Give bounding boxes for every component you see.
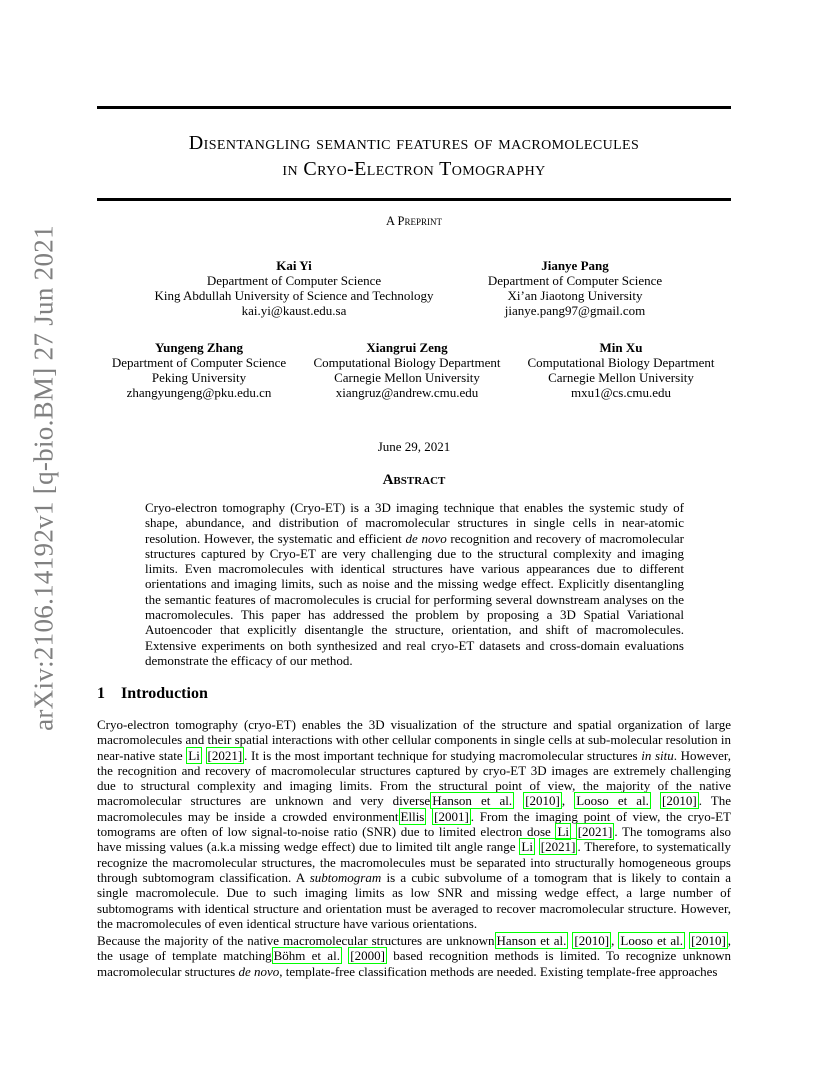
author-name: Xiangrui Zeng [366,340,448,355]
citation-link[interactable]: [2021] [540,839,576,855]
text-run: . The macromolecules may be inside a crowded environment [97,793,732,824]
author-org: Carnegie Mellon University [334,370,480,385]
paragraph [97,933,731,979]
text-run: , [561,793,575,809]
author-email[interactable]: kai.yi@kaust.edu.sa [241,303,347,318]
author-email[interactable]: zhangyungeng@pku.edu.cn [126,385,272,400]
text-run: Cryo-electron tomography (Cryo-ET) is a 3D imaging technique that enables the systemic study of shape, abundance, and distribution of macromolecular structures in single cells in near-atomic resolution. However, the systematic and efficient [145,500,684,546]
citation-link[interactable]: [2010] [525,793,560,809]
author-dept: Department of Computer Science [206,273,382,288]
abstract-heading: Abstract [382,472,446,488]
author-dept: Department of Computer Science [487,273,663,288]
author-email[interactable]: xiangruz@andrew.cmu.edu [335,385,479,400]
author-name: Jianye Pang [541,258,609,273]
text-run: . It is the most important technique for studying macromolecular structures [244,747,642,763]
citation-link[interactable]: Böhm et al. [273,948,340,964]
author-email[interactable]: mxu1@cs.cmu.edu [570,385,672,400]
citation-link[interactable]: Looso et al. [576,793,649,809]
citation-link[interactable]: [2000] [350,948,385,964]
paper-date: June 29, 2021 [377,439,451,454]
text-run: . From the imaging point of view, the cryo-ET tomograms are often of low signal-to-noise ratio (SNR) due to limited electron dose [97,808,731,840]
citation-link[interactable]: Li [521,839,533,855]
citation-link[interactable]: [2021] [207,747,243,763]
title-part: in Cryo-Electron Tomography [282,158,546,180]
text-run: is a cubic subvolume of a tomogram that is likely to contain a single macromolecule. Due to such imaging limits as low SNR and missing wedge effect, a large number of subtomograms with identical structure and orientation must be averaged to recover macromolecular structure. However, the macromolecules of even identical structure have various orientations. [97,869,731,931]
author-dept: Computational Biology Department [313,355,501,370]
author-org: King Abdullah University of Science and Technology [154,288,434,303]
author-block [470,258,680,318]
citation-link[interactable]: [2021] [577,824,613,840]
text-run: . The tomograms also have missing values (a.k.a missing wedge effect) due to limited tilt angle range [97,824,732,855]
title-line-2 [97,156,731,182]
author-name: Kai Yi [276,258,312,273]
section-title: Introduction [121,685,208,702]
author-name: Min Xu [599,340,643,355]
author-email[interactable]: jianye.pang97@gmail.com [504,303,646,318]
bottom-rule [97,198,731,201]
section-heading [97,685,208,703]
emphasis: in situ [641,747,674,763]
text-run: . Therefore, to systematically recognize the macromolecular structures, the macromolecules must be separated into structurally homogeneous groups through subtomogram classification. A [97,839,732,885]
author-block [101,340,297,400]
text-run: . However, the recognition and recovery of macromolecular structures captured by cryo-ET 3D images are extremely challenging due to structural complexity and imaging limits. From the structural point of view, the majority of the native macromolecular structures are unknown and very diverse [97,747,731,809]
citation-link[interactable]: [2010] [574,933,610,948]
emphasis: de novo [238,963,280,979]
text-run: , the usage of template matching [97,933,732,964]
author-block [304,340,510,400]
title-part: Disentangling semantic features of macromolecules [188,132,640,154]
author-org: Carnegie Mellon University [548,370,694,385]
author-dept: Department of Computer Science [111,355,287,370]
author-dept: Computational Biology Department [527,355,715,370]
text-run: , template-free classification methods are needed. Existing template-free approaches [279,963,718,979]
citation-link[interactable]: [2010] [662,793,697,809]
author-org: Peking University [151,370,247,385]
citation-link[interactable]: Li [188,747,200,763]
emphasis: de novo [405,530,447,546]
text-run: Because the majority of the native macromolecular structures are unknown [97,933,495,948]
citation-link[interactable]: Hanson et al. [496,933,567,948]
text-run: Cryo-electron tomography (cryo-ET) enables the 3D visualization of the structure and spatial organization of large macromolecules and their spatial interactions with other cellular components in single cells at sub-molecular resolution in near-native state [97,717,731,763]
author-block [518,340,724,400]
citation-link[interactable]: Li [557,824,570,840]
citation-link[interactable]: [2001] [434,808,469,824]
author-name: Yungeng Zhang [154,340,244,355]
abstract-text [145,500,684,668]
text-run: based recognition methods is limited. To recognize unknown macromolecular structures [97,948,732,979]
citation-link[interactable]: Ellis [400,808,425,824]
text-run: , [611,933,619,948]
top-rule [97,106,731,109]
citation-link[interactable]: Hanson et al. [432,793,513,809]
author-org: Xi’an Jiaotong University [507,288,643,303]
citation-link[interactable]: [2010] [691,933,726,948]
preprint-label: A Preprint [386,214,442,228]
paper-title [97,130,731,182]
section-number: 1 [97,685,105,702]
author-block [144,258,444,318]
arxiv-stamp[interactable]: arXiv:2106.14192v1 [q-bio.BM] 27 Jun 2021 [28,225,59,731]
citation-link[interactable]: Looso et al. [620,933,684,948]
title-line-1 [97,130,731,156]
emphasis: subtomogram [309,869,382,885]
text-run: recognition and recovery of macromolecular structures captured by Cryo-ET are very challenging due to the structural complexity and imaging limits. Even macromolecules with identical structures have various appearances due to different orientations and imaging limits, such as noise and the missing wedge effect. Explicitly disentangling the semantic features of macromolecules is crucial for performing several downstream analyses on the macromolecules. This paper has addressed the problem by proposing a 3D Spatial Variational Autoencoder that explicitly disentangle the structure, orientation, and shift of macromolecules. Extensive experiments on both synthesized and real cryo-ET datasets and cross-domain evaluations demonstrate the efficacy of our method. [145,530,684,668]
paragraph [97,717,731,931]
